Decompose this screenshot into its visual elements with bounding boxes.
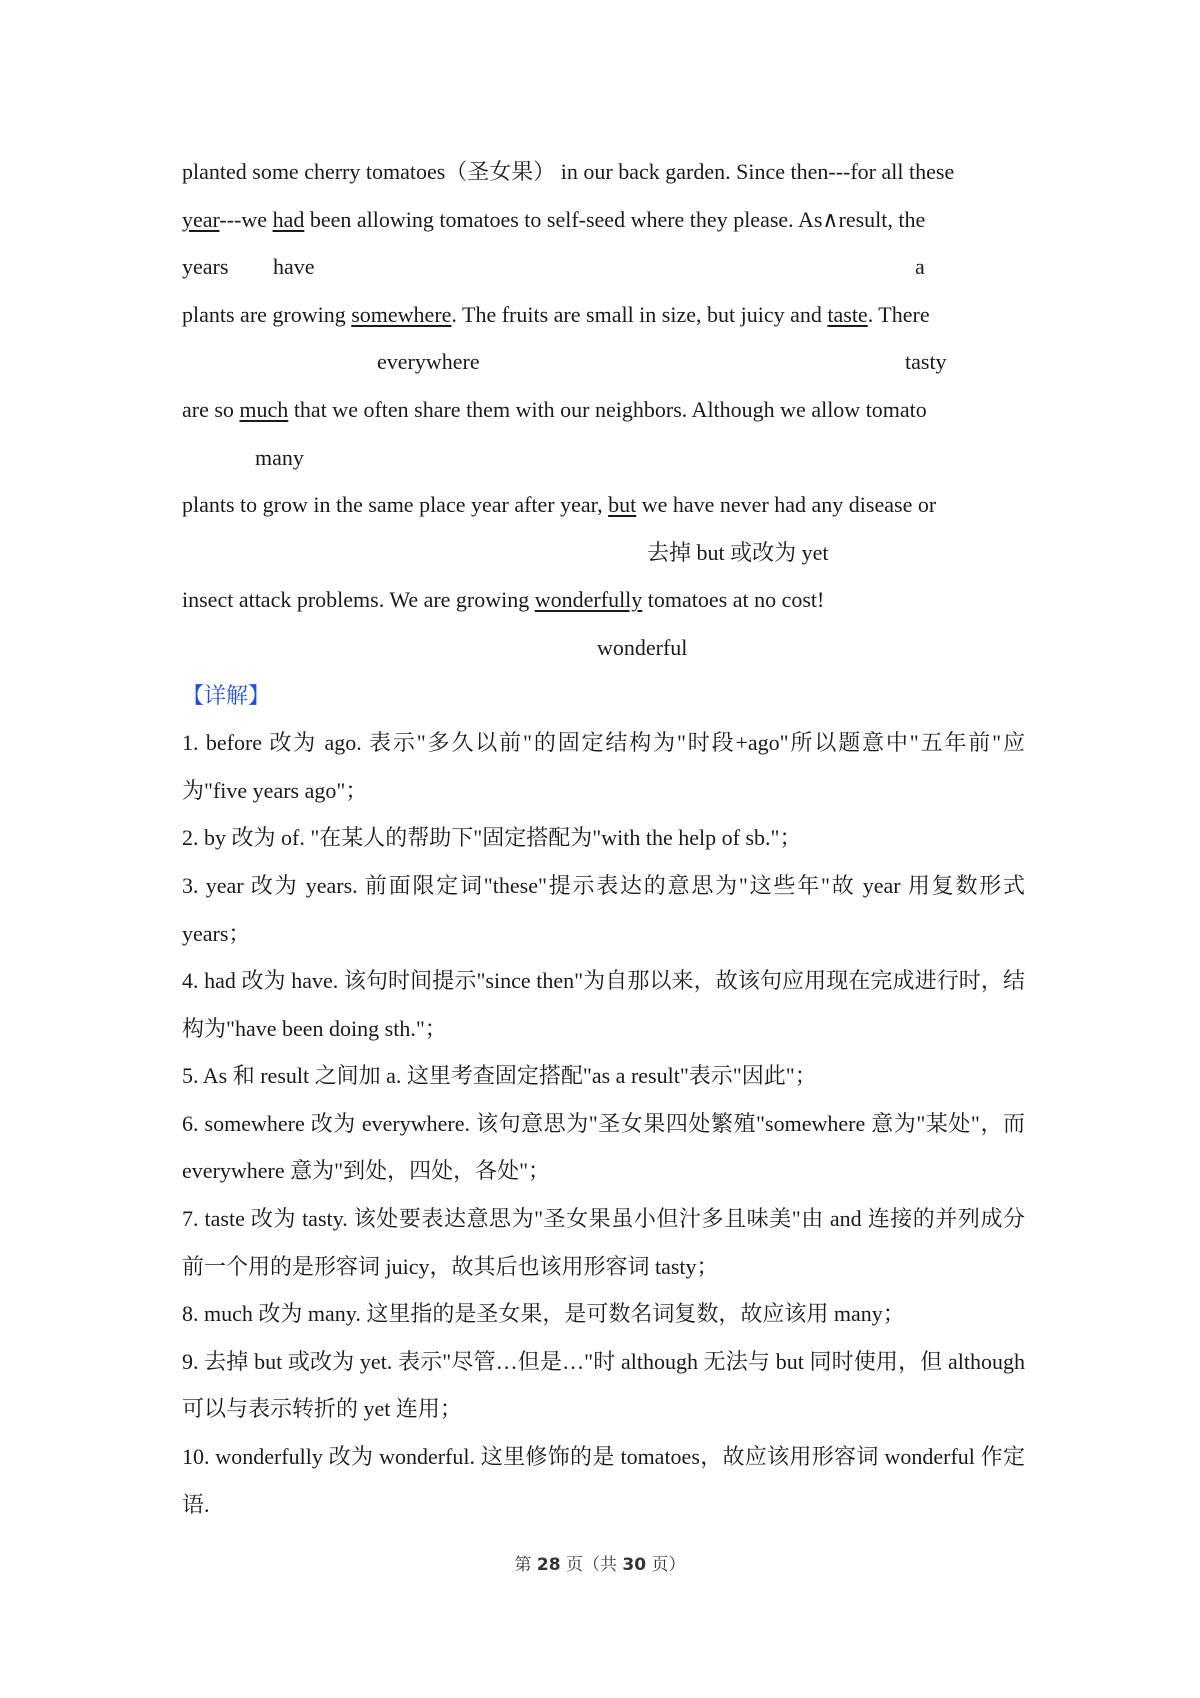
explanation-item: 6. somewhere 改为 everywhere. 该句意思为"圣女果四处繁殖"somewhere 意为"某处"，而 everywhere 意为"到处，四处，各处"； [182,1110,1025,1184]
error-year: year [182,206,220,232]
passage-line-5 [182,481,1025,529]
passage-text: been allowing tomatoes to self-seed where they please. As∧result, the [304,206,926,232]
error-taste: taste [827,301,868,327]
passage-line-4 [182,386,1025,434]
correction-line-6 [182,624,1025,672]
footer-prefix: 第 [514,1555,537,1575]
footer-page-number: 28 [536,1555,561,1575]
correction-have: have [273,254,315,280]
passage-text: planted some cherry tomatoes（圣女果） in our back garden. Since then---for all these [182,159,955,184]
explanation-item: 4. had 改为 have. 该句时间提示"since then"为自那以来，故该句应用现在完成进行时，结构为"have been doing sth."； [182,968,1025,1041]
passage-text: . There [867,301,930,327]
passage-text: we have never had any disease or [636,492,937,518]
passage-text: tomatoes at no cost! [642,587,825,613]
footer-middle: 页（共 [560,1555,623,1575]
correction-years: years [182,254,229,280]
passage-line-1 [182,148,1025,196]
explanation-item: 5. As 和 result 之间加 a. 这里考查固定搭配"as a result"表示"因此"； [182,1063,817,1089]
explanation-item: 8. much 改为 many. 这里指的是圣女果，是可数名词复数，故应该用 many； [182,1301,905,1327]
passage-text: plants are growing [182,301,352,327]
correction-everywhere: everywhere [377,349,480,375]
passage-text: are so [182,396,240,422]
correction-tasty: tasty [905,349,947,375]
correction-wonderful: wonderful [597,634,688,660]
correction-line-2 [182,243,1025,291]
explanation-item: 10. wonderfully 改为 wonderful. 这里修饰的是 tomatoes，故应该用形容词 wonderful 作定语. [182,1444,1025,1517]
explanation-list [182,719,1025,1528]
error-had: had [272,206,305,232]
correction-line-5 [182,529,1025,577]
correction-line-3 [182,338,1025,386]
footer-suffix: 页） [646,1555,686,1575]
section-title: 【详解】 [182,682,271,708]
error-somewhere: somewhere [351,301,452,327]
passage-text: insect attack problems. We are growing [182,587,535,613]
explanation-item: 3. year 改为 years. 前面限定词"these"提示表达的意思为"这些年"故 year 用复数形式 years； [182,872,1025,946]
passage-text: plants to grow in the same place year after year, [182,492,609,518]
passage-line-2 [182,196,1025,244]
correction-a: a [915,254,925,280]
page-footer [0,1550,1200,1575]
passage-text: ---we [219,206,273,232]
passage-line-3 [182,291,1025,339]
explanation-item: 1. before 改为 ago. 表示"多久以前"的固定结构为"时段+ago"所以题意中"五年前"应为"five years ago"； [182,730,1025,803]
error-wonderfully: wonderfully [534,587,643,613]
explanation-item: 7. taste 改为 tasty. 该处要表达意思为"圣女果虽小但汁多且味美"由 and 连接的并列成分前一个用的是形容词 juicy，故其后也该用形容词 tasty； [182,1206,1025,1279]
error-but: but [608,492,637,518]
correction-but: 去掉 but 或改为 yet [647,539,829,565]
correction-many: many [255,444,304,470]
page-content [182,148,1025,1528]
explanation-item: 9. 去掉 but 或改为 yet. 表示"尽管…但是…"时 although 无法与 but 同时使用，但 although 可以与表示转折的 yet 连用； [182,1348,1025,1422]
passage-line-6 [182,576,1025,624]
passage-text: that we often share them with our neighbors. Although we allow tomato [288,396,927,422]
error-much: much [239,396,289,422]
passage-text: . The fruits are small in size, but juicy and [451,301,828,327]
explanation-item: 2. by 改为 of. "在某人的帮助下"固定搭配为"with the help of sb."； [182,825,802,851]
correction-line-4 [182,434,1025,482]
footer-total-pages: 30 [622,1555,647,1575]
